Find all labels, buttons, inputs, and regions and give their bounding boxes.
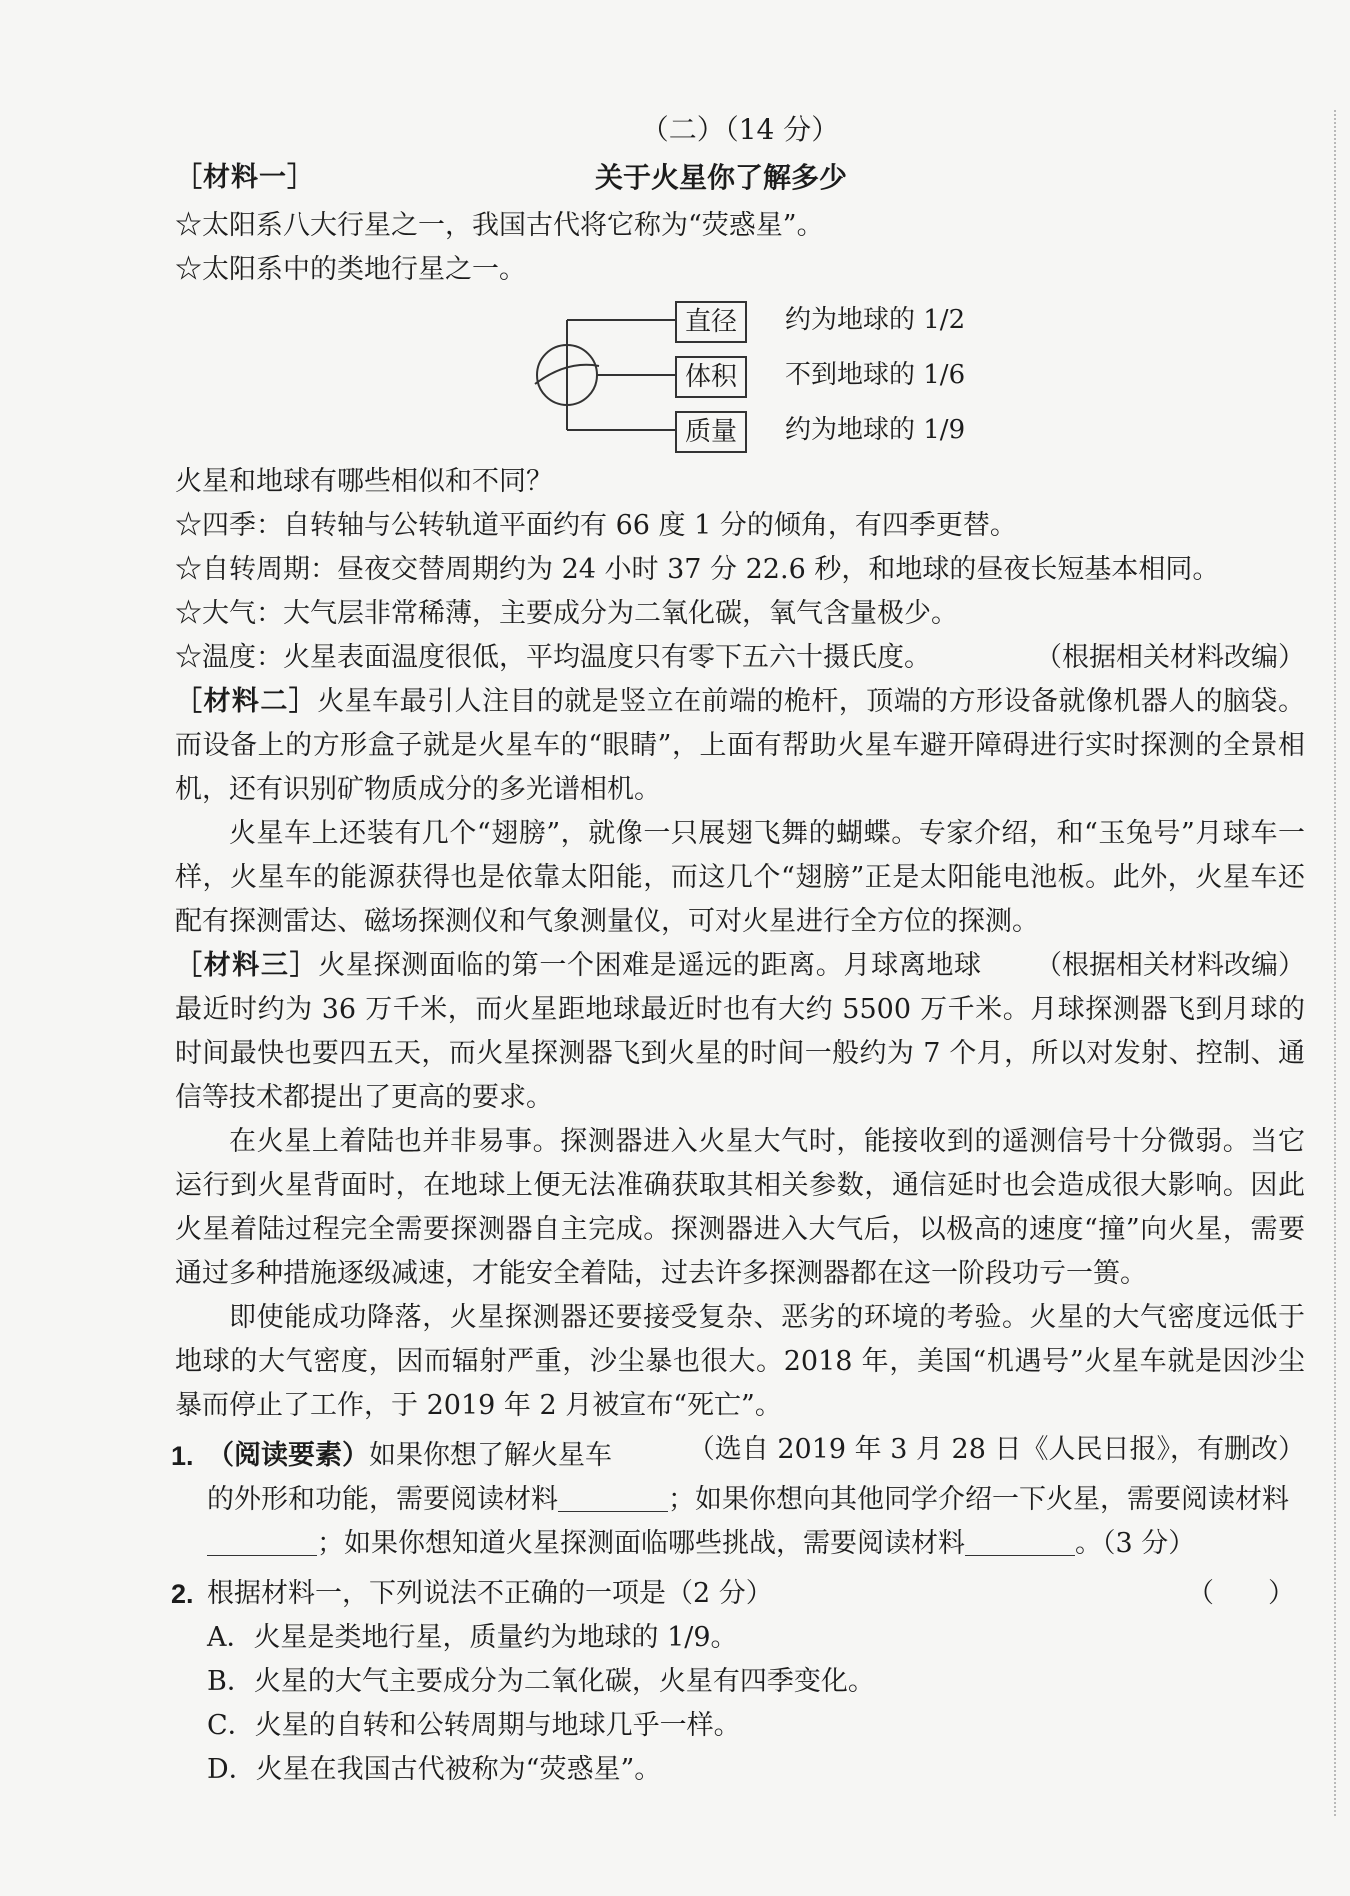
- answer-blank[interactable]: [207, 1525, 317, 1556]
- diameter-value: 约为地球的 1/2: [785, 305, 966, 335]
- question-text: 如果你想了解火星车的外形和功能，需要阅读材料: [207, 1440, 612, 1515]
- material-three-text: 火星探测面临的第一个困难是遥远的距离。月球离地球最近时约为 36 万千米，而火星距地球最近时也有大约 5500 万千米。月球探测器飞到月球的时间最快也要四五天，而火星探测器飞到火星的时间一般约为 7 个月，所以对发射、控制、通信等技术都提出了更高的要求。: [175, 950, 1305, 1113]
- m1-fact-last: [175, 636, 1305, 680]
- question-1: [171, 1434, 1305, 1566]
- section-title: （二）（14 分）: [640, 113, 840, 146]
- material-one-title: 关于火星你了解多少: [595, 161, 848, 194]
- volume-box: 体积: [675, 356, 747, 398]
- option-d: D．火星在我国古代被称为“荧惑星”。: [207, 1754, 662, 1785]
- option-a: A．火星是类地行星，质量约为地球的 1/9。: [207, 1622, 738, 1653]
- material-two-p1: [175, 680, 1305, 812]
- question-text: 。（3 分）: [1075, 1528, 1196, 1559]
- volume-value: 不到地球的 1/6: [785, 360, 966, 390]
- m1-fact: ☆自转周期：昼夜交替周期约为 24 小时 37 分 22.6 秒，和地球的昼夜长短基本相同。: [175, 554, 1220, 585]
- mass-box: 质量: [675, 411, 747, 453]
- m2-source: （根据相关材料改编）: [1035, 950, 1305, 981]
- m1-fact: ☆四季：自转轴与公转轨道平面约有 66 度 1 分的倾角，有四季更替。: [175, 510, 1017, 541]
- question-2: [171, 1572, 1305, 1616]
- material-one-tag: ［材料一］: [175, 162, 315, 193]
- m1-line: ☆太阳系中的类地行星之一。: [175, 254, 526, 285]
- perforation-line: [1334, 110, 1336, 1816]
- question-number: 2.: [171, 1579, 194, 1609]
- material-one-header: [175, 156, 1305, 204]
- question-text: ；如果你想向其他同学介绍一下火星，需要阅读材料: [668, 1484, 1289, 1515]
- mass-value: 约为地球的 1/9: [785, 415, 966, 445]
- answer-paren[interactable]: （ ）: [1187, 1578, 1295, 1609]
- m1-fact: ☆大气：大气层非常稀薄，主要成分为二氧化碳，氧气含量极少。: [175, 598, 958, 629]
- material-two-tag: ［材料二］: [175, 686, 318, 717]
- option-b: B．火星的大气主要成分为二氧化碳，火星有四季变化。: [207, 1666, 875, 1697]
- answer-blank[interactable]: [558, 1481, 668, 1512]
- material-two-text: 火星车上还装有几个“翅膀”，就像一只展翅飞舞的蝴蝶。专家介绍，和“玉兔号”月球车一样，火星车的能源获得也是依靠太阳能，而这几个“翅膀”正是太阳能电池板。此外，火星车还配有探测雷达、磁场探测仪和气象测量仪，可对火星进行全方位的探测。: [175, 818, 1305, 937]
- question-tag: （阅读要素）: [207, 1440, 369, 1471]
- m1-fact: ☆温度：火星表面温度很低，平均温度只有零下五六十摄氏度。: [175, 642, 931, 673]
- m1-source: （根据相关材料改编）: [1035, 642, 1305, 673]
- material-three-p2: 在火星上着陆也并非易事。探测器进入火星大气时，能接收到的遥测信号十分微弱。当它运行到火星背面时，在地球上便无法准确获取其相关参数，通信延时也会造成很大影响。因此火星着陆过程完全需要探测器自主完成。探测器进入大气后，以极高的速度“撞”向火星，需要通过多种措施逐级减速，才能安全着陆，过去许多探测器都在这一阶段功亏一篑。: [175, 1126, 1305, 1289]
- question-number: 1.: [171, 1441, 194, 1471]
- reading-section: [171, 108, 1305, 1792]
- answer-blank[interactable]: [965, 1525, 1075, 1556]
- m1-question-line: 火星和地球有哪些相似和不同？: [175, 466, 553, 497]
- question-stem: 根据材料一，下列说法不正确的一项是（2 分）: [207, 1578, 773, 1609]
- question-text: ；如果你想知道火星探测面临哪些挑战，需要阅读材料: [317, 1528, 965, 1559]
- material-two-text: 火星车最引人注目的就是竖立在前端的桅杆，顶端的方形设备就像机器人的脑袋。而设备上的方形盒子就是火星车的“眼睛”，上面有帮助火星车避开障碍进行实时探测的全景相机，还有识别矿物质成分的多光谱相机。: [175, 686, 1305, 805]
- material-three-text: 即使能成功降落，火星探测器还要接受复杂、恶劣的环境的考验。火星的大气密度远低于地球的大气密度，因而辐射严重，沙尘暴也很大。2018 年，美国“机遇号”火星车就是因沙尘暴而停止了工作，于 2019 年 2 月被宣布“死亡”。: [175, 1302, 1305, 1421]
- option-c: C．火星的自转和公转周期与地球几乎一样。: [207, 1710, 741, 1741]
- m3-source: （选自 2019 年 3 月 28 日《人民日报》，有删改）: [687, 1434, 1305, 1465]
- diameter-box: 直径: [675, 301, 747, 343]
- m1-line: ☆太阳系八大行星之一，我国古代将它称为“荧惑星”。: [175, 210, 824, 241]
- material-three-tag: ［材料三］: [175, 950, 319, 981]
- mars-comparison-diagram: [175, 300, 1305, 450]
